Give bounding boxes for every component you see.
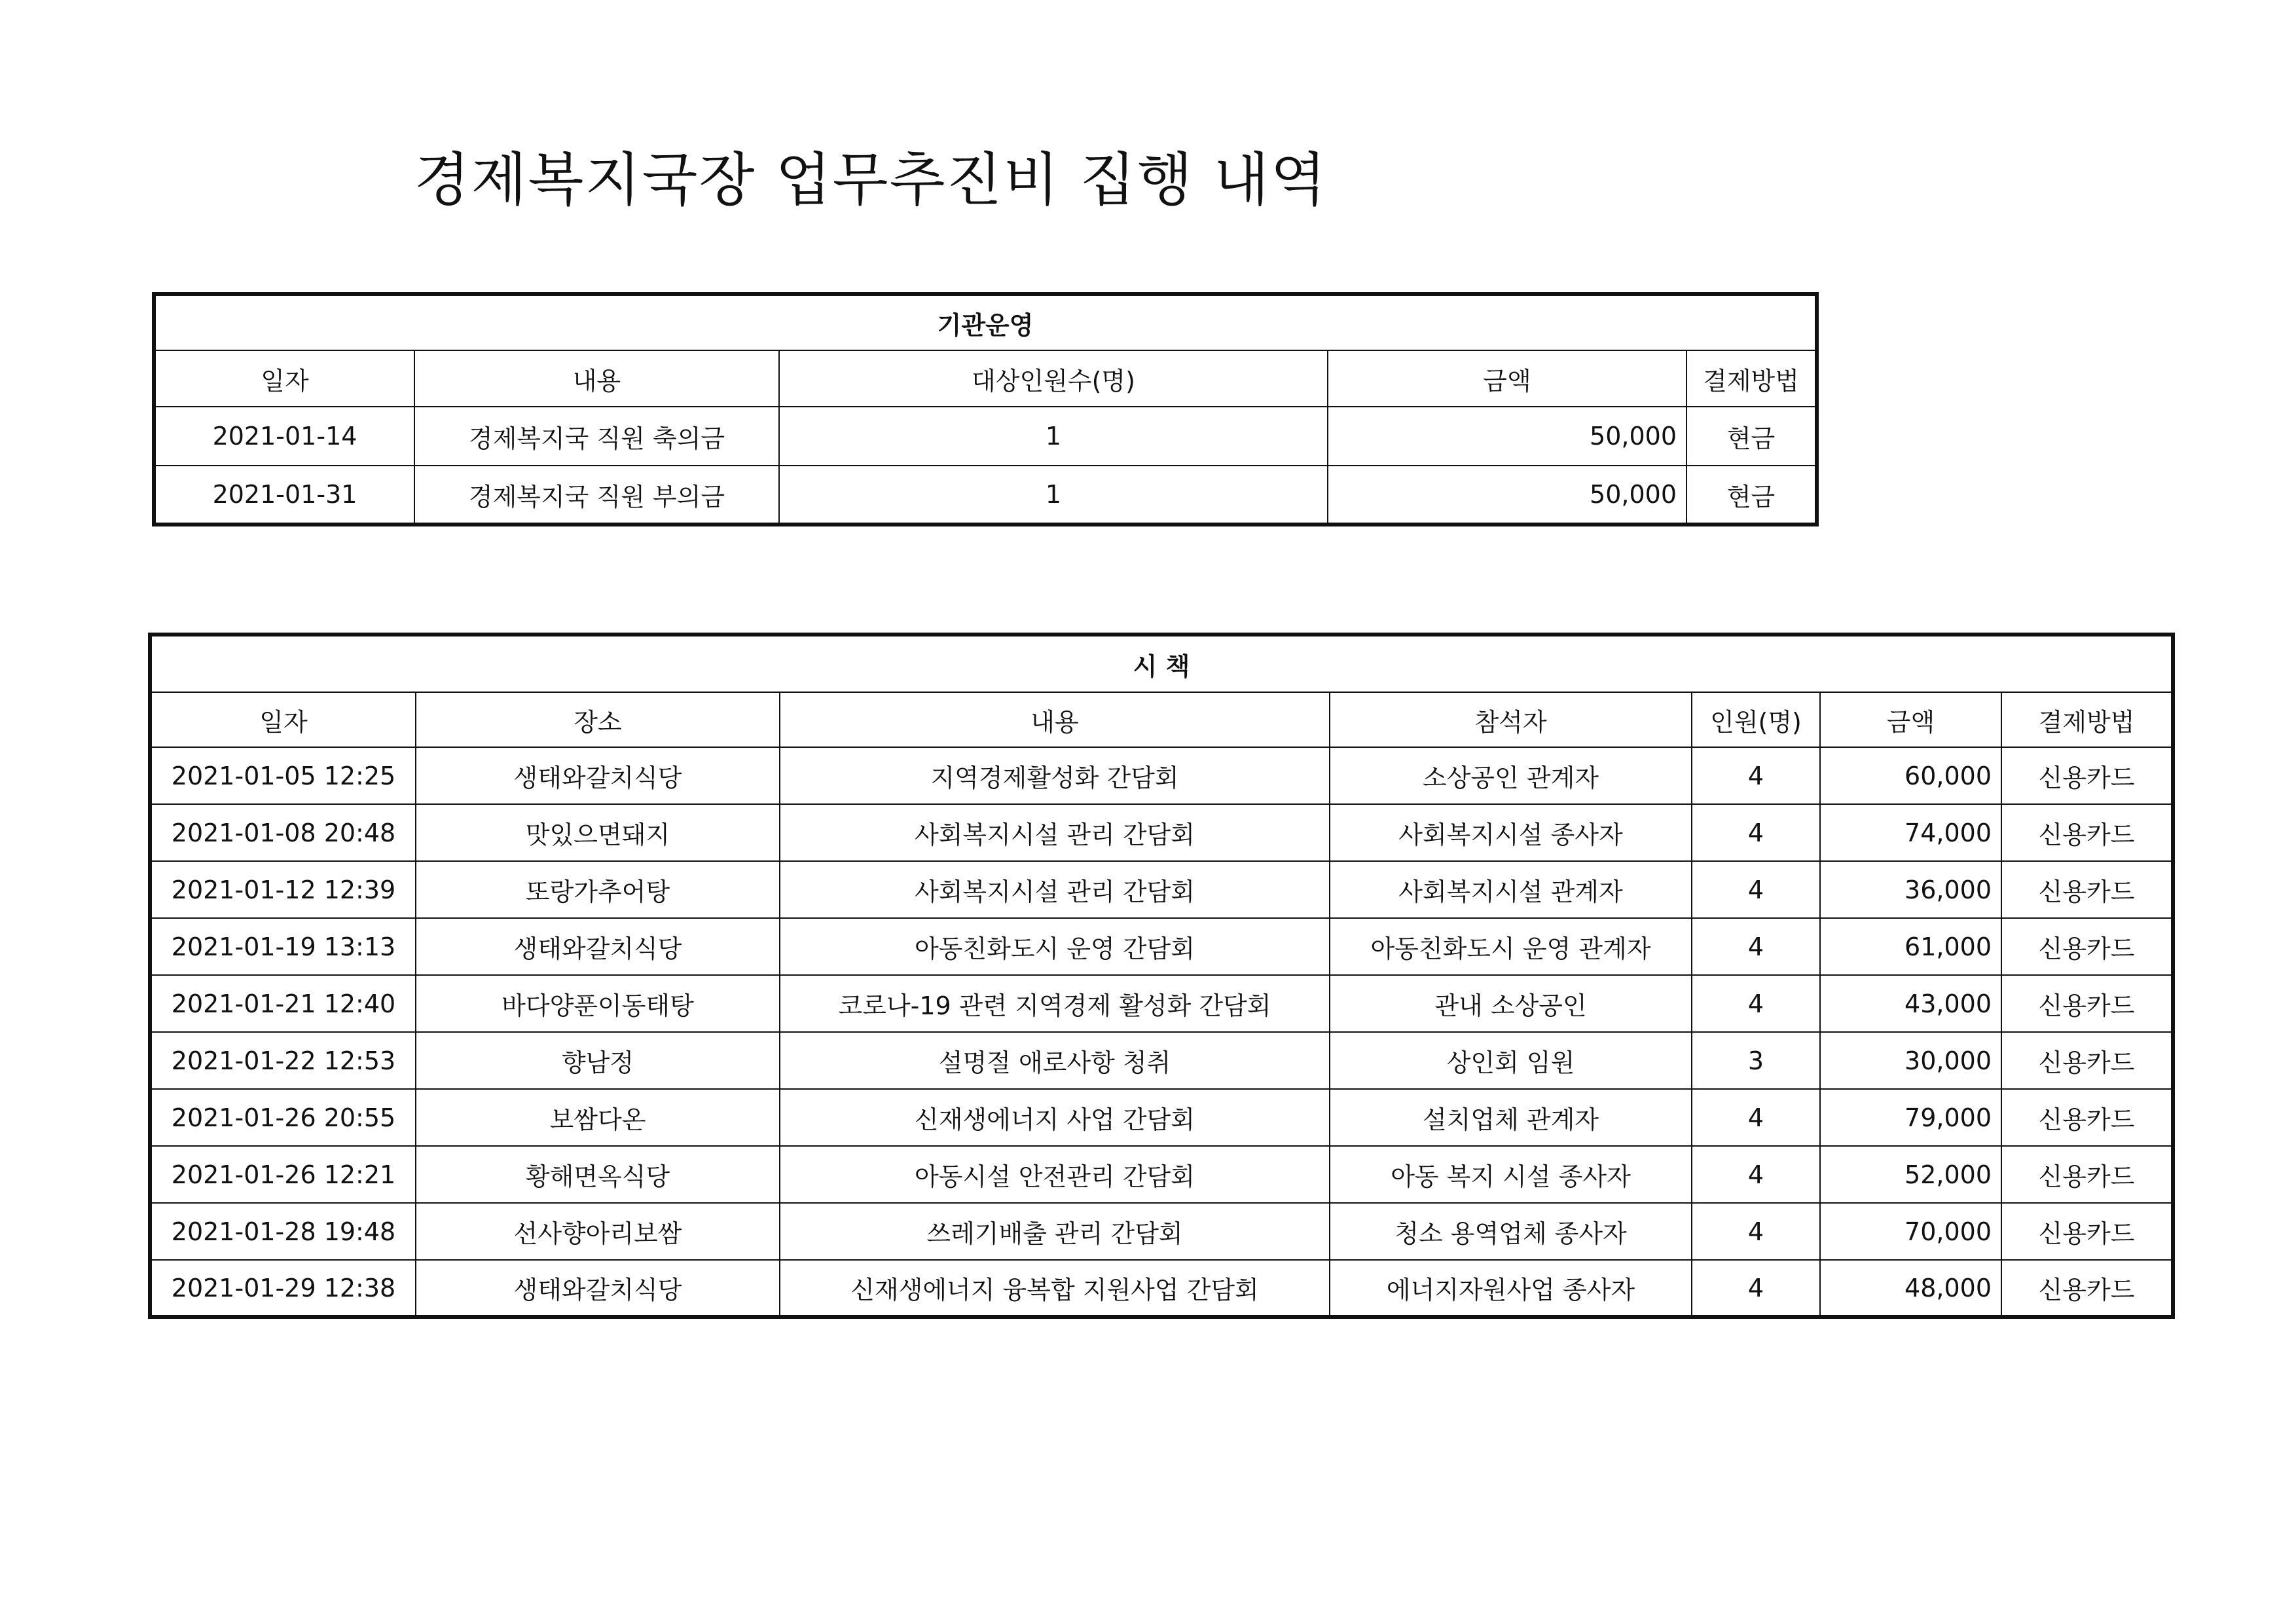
cell-amount: 30,000 xyxy=(1820,1032,2001,1089)
cell-datetime: 2021-01-22 12:53 xyxy=(150,1032,416,1089)
section-title: 시 책 xyxy=(150,635,2173,692)
cell-datetime: 2021-01-26 12:21 xyxy=(150,1146,416,1203)
cell-place: 맛있으면돼지 xyxy=(416,804,780,861)
cell-people: 4 xyxy=(1692,1146,1820,1203)
cell-people: 3 xyxy=(1692,1032,1820,1089)
cell-datetime: 2021-01-05 12:25 xyxy=(150,747,416,804)
column-header-people: 대상인원수(명) xyxy=(779,350,1328,407)
cell-content: 쓰레기배출 관리 간담회 xyxy=(780,1203,1330,1260)
cell-datetime: 2021-01-29 12:38 xyxy=(150,1260,416,1317)
cell-datetime: 2021-01-21 12:40 xyxy=(150,975,416,1032)
cell-people: 4 xyxy=(1692,975,1820,1032)
table-row xyxy=(150,804,2173,861)
policy-table xyxy=(148,633,2175,1319)
table-row xyxy=(150,1089,2173,1146)
cell-amount: 50,000 xyxy=(1328,407,1686,466)
cell-amount: 61,000 xyxy=(1820,918,2001,975)
cell-date: 2021-01-14 xyxy=(154,407,414,466)
cell-attendees: 사회복지시설 종사자 xyxy=(1330,804,1692,861)
cell-people: 4 xyxy=(1692,747,1820,804)
cell-place: 향남정 xyxy=(416,1032,780,1089)
cell-place: 생태와갈치식당 xyxy=(416,747,780,804)
cell-amount: 50,000 xyxy=(1328,466,1686,525)
section-title: 기관운영 xyxy=(154,294,1817,350)
table-row xyxy=(150,747,2173,804)
page-title: 경제복지국장 업무추진비 집행 내역 xyxy=(414,146,1328,213)
cell-amount: 79,000 xyxy=(1820,1089,2001,1146)
cell-content: 아동시설 안전관리 간담회 xyxy=(780,1146,1330,1203)
cell-payment: 신용카드 xyxy=(2001,1032,2173,1089)
cell-datetime: 2021-01-08 20:48 xyxy=(150,804,416,861)
cell-payment: 현금 xyxy=(1686,407,1817,466)
cell-people: 4 xyxy=(1692,1260,1820,1317)
cell-amount: 52,000 xyxy=(1820,1146,2001,1203)
cell-payment: 신용카드 xyxy=(2001,861,2173,918)
column-header-date: 일자 xyxy=(150,692,416,747)
cell-attendees: 아동 복지 시설 종사자 xyxy=(1330,1146,1692,1203)
cell-amount: 70,000 xyxy=(1820,1203,2001,1260)
column-header-payment: 결제방법 xyxy=(2001,692,2173,747)
column-header-amount: 금액 xyxy=(1820,692,2001,747)
cell-content: 지역경제활성화 간담회 xyxy=(780,747,1330,804)
cell-people: 4 xyxy=(1692,1203,1820,1260)
cell-content: 코로나-19 관련 지역경제 활성화 간담회 xyxy=(780,975,1330,1032)
cell-attendees: 소상공인 관계자 xyxy=(1330,747,1692,804)
cell-place: 바다양푼이동태탕 xyxy=(416,975,780,1032)
table-row xyxy=(154,407,1817,466)
cell-attendees: 아동친화도시 운영 관계자 xyxy=(1330,918,1692,975)
cell-attendees: 관내 소상공인 xyxy=(1330,975,1692,1032)
cell-people: 4 xyxy=(1692,1089,1820,1146)
cell-place: 선사향아리보쌈 xyxy=(416,1203,780,1260)
table-row xyxy=(150,918,2173,975)
cell-people: 4 xyxy=(1692,861,1820,918)
cell-people: 1 xyxy=(779,466,1328,525)
cell-datetime: 2021-01-19 13:13 xyxy=(150,918,416,975)
table-row xyxy=(150,1146,2173,1203)
cell-place: 황해면옥식당 xyxy=(416,1146,780,1203)
table-row xyxy=(154,466,1817,525)
column-header-attendees: 참석자 xyxy=(1330,692,1692,747)
column-header-date: 일자 xyxy=(154,350,414,407)
cell-attendees: 에너지자원사업 종사자 xyxy=(1330,1260,1692,1317)
cell-payment: 현금 xyxy=(1686,466,1817,525)
cell-payment: 신용카드 xyxy=(2001,1203,2173,1260)
cell-datetime: 2021-01-26 20:55 xyxy=(150,1089,416,1146)
cell-place: 또랑가추어탕 xyxy=(416,861,780,918)
column-header-place: 장소 xyxy=(416,692,780,747)
cell-people: 1 xyxy=(779,407,1328,466)
table-row xyxy=(150,1203,2173,1260)
cell-amount: 74,000 xyxy=(1820,804,2001,861)
cell-content: 사회복지시설 관리 간담회 xyxy=(780,861,1330,918)
cell-content: 신재생에너지 사업 간담회 xyxy=(780,1089,1330,1146)
cell-datetime: 2021-01-12 12:39 xyxy=(150,861,416,918)
cell-amount: 43,000 xyxy=(1820,975,2001,1032)
cell-content: 설명절 애로사항 청취 xyxy=(780,1032,1330,1089)
table-row xyxy=(150,861,2173,918)
table-row xyxy=(150,975,2173,1032)
cell-content: 신재생에너지 융복합 지원사업 간담회 xyxy=(780,1260,1330,1317)
table-row xyxy=(150,1032,2173,1089)
table-row xyxy=(150,1260,2173,1317)
cell-attendees: 상인회 임원 xyxy=(1330,1032,1692,1089)
cell-payment: 신용카드 xyxy=(2001,1089,2173,1146)
cell-datetime: 2021-01-28 19:48 xyxy=(150,1203,416,1260)
cell-amount: 48,000 xyxy=(1820,1260,2001,1317)
column-header-amount: 금액 xyxy=(1328,350,1686,407)
cell-people: 4 xyxy=(1692,804,1820,861)
cell-payment: 신용카드 xyxy=(2001,1146,2173,1203)
column-header-people: 인원(명) xyxy=(1692,692,1820,747)
cell-amount: 60,000 xyxy=(1820,747,2001,804)
cell-content: 경제복지국 직원 축의금 xyxy=(414,407,779,466)
cell-date: 2021-01-31 xyxy=(154,466,414,525)
cell-payment: 신용카드 xyxy=(2001,1260,2173,1317)
cell-payment: 신용카드 xyxy=(2001,747,2173,804)
cell-place: 생태와갈치식당 xyxy=(416,1260,780,1317)
cell-content: 아동친화도시 운영 간담회 xyxy=(780,918,1330,975)
cell-attendees: 설치업체 관계자 xyxy=(1330,1089,1692,1146)
cell-content: 경제복지국 직원 부의금 xyxy=(414,466,779,525)
column-header-content: 내용 xyxy=(780,692,1330,747)
cell-payment: 신용카드 xyxy=(2001,804,2173,861)
column-header-content: 내용 xyxy=(414,350,779,407)
cell-amount: 36,000 xyxy=(1820,861,2001,918)
cell-attendees: 사회복지시설 관계자 xyxy=(1330,861,1692,918)
org-operation-table xyxy=(152,292,1819,526)
cell-payment: 신용카드 xyxy=(2001,975,2173,1032)
cell-attendees: 청소 용역업체 종사자 xyxy=(1330,1203,1692,1260)
cell-place: 보쌈다온 xyxy=(416,1089,780,1146)
cell-people: 4 xyxy=(1692,918,1820,975)
cell-payment: 신용카드 xyxy=(2001,918,2173,975)
column-header-payment: 결제방법 xyxy=(1686,350,1817,407)
cell-content: 사회복지시설 관리 간담회 xyxy=(780,804,1330,861)
cell-place: 생태와갈치식당 xyxy=(416,918,780,975)
